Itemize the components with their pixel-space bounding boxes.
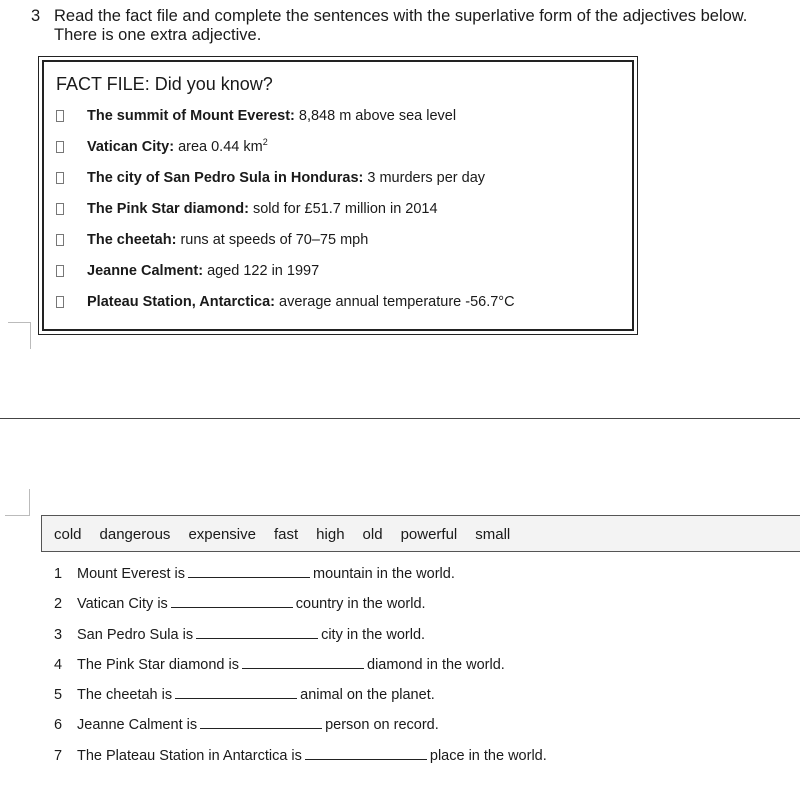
sentence-end: person on record. [325,717,439,734]
answer-blank[interactable] [171,596,293,608]
sentence-start: The cheetah is [77,687,173,704]
sentence-end: country in the world. [295,596,426,613]
bullet-box-icon [56,203,64,215]
fact-value: sold for £51.7 million in 2014 [252,201,438,217]
sentence-end: diamond in the world. [367,656,505,673]
fact-value: average annual temperature -56.7°C [279,294,515,310]
answer-blank[interactable] [242,657,364,669]
fact-label: Jeanne Calment: [87,263,204,279]
sentence-start: The Pink Star diamond is [77,656,239,673]
fact-label: The cheetah: [87,232,177,248]
fact-label: Plateau Station, Antarctica: [87,294,276,310]
fact-file-box [38,56,638,335]
sentence-number: 1 [54,566,63,582]
adjective-word: fast [273,526,299,543]
answer-blank[interactable] [196,627,318,639]
answer-blank[interactable] [175,687,297,699]
fact-value: aged 122 in 1997 [207,263,320,279]
sentence-start: Mount Everest is [77,566,185,582]
sentence-number: 3 [54,626,63,643]
sentence-number: 4 [54,656,63,673]
fact-value: area 0.44 km [178,139,263,155]
exercise-number: 3 [31,7,41,25]
fact-label: Vatican City: [87,139,175,155]
answer-blank[interactable] [188,566,310,578]
sentence-start: Vatican City is [77,596,168,613]
answer-blank[interactable] [305,748,427,760]
adjective-word: cold [54,526,82,543]
adjective-word: old [362,526,383,543]
sentence-number: 6 [54,717,63,734]
adjective-word: dangerous [99,526,171,543]
bullet-box-icon [56,172,64,184]
adjective-word: high [316,526,345,543]
fact-value: 8,848 m above sea level [298,108,457,124]
sentence-start: The Plateau Station in Antarctica is [77,747,302,764]
fact-file-title: FACT FILE: Did you know? [56,74,273,94]
bullet-box-icon [56,296,64,308]
bullet-box-icon [56,141,64,153]
page-corner-mark [8,322,31,349]
fact-label: The city of San Pedro Sula in Honduras: [87,170,364,186]
sentence-start: San Pedro Sula is [77,626,194,643]
sentence-start: Jeanne Calment is [77,717,198,734]
answer-blank[interactable] [200,717,322,729]
adjective-word: expensive [188,526,256,543]
adjective-word: small [475,526,511,543]
fact-value: runs at speeds of 70–75 mph [180,232,369,248]
adjective-word-box [41,515,800,552]
bullet-box-icon [56,234,64,246]
bullet-box-icon [56,110,64,122]
sentence-number: 2 [54,596,63,613]
sentence-end: mountain in the world. [313,566,455,582]
instruction-line-1: Read the fact file and complete the sentences with the superlative form of the adjectives below. [54,7,748,25]
page-divider [0,418,800,419]
adjective-word: powerful [400,526,458,543]
fact-label: The summit of Mount Everest: [87,108,295,124]
sentence-end: city in the world. [321,626,426,643]
superscript: 2 [262,137,268,148]
fact-value: 3 murders per day [367,170,486,186]
sentence-end: animal on the planet. [300,687,435,704]
page-corner-mark [5,489,30,516]
sentence-end: place in the world. [429,747,547,764]
sentence-number: 7 [54,747,63,764]
instruction-line-2: There is one extra adjective. [54,26,262,44]
bullet-box-icon [56,265,64,277]
fact-label: The Pink Star diamond: [87,201,249,217]
sentence-number: 5 [54,687,63,704]
